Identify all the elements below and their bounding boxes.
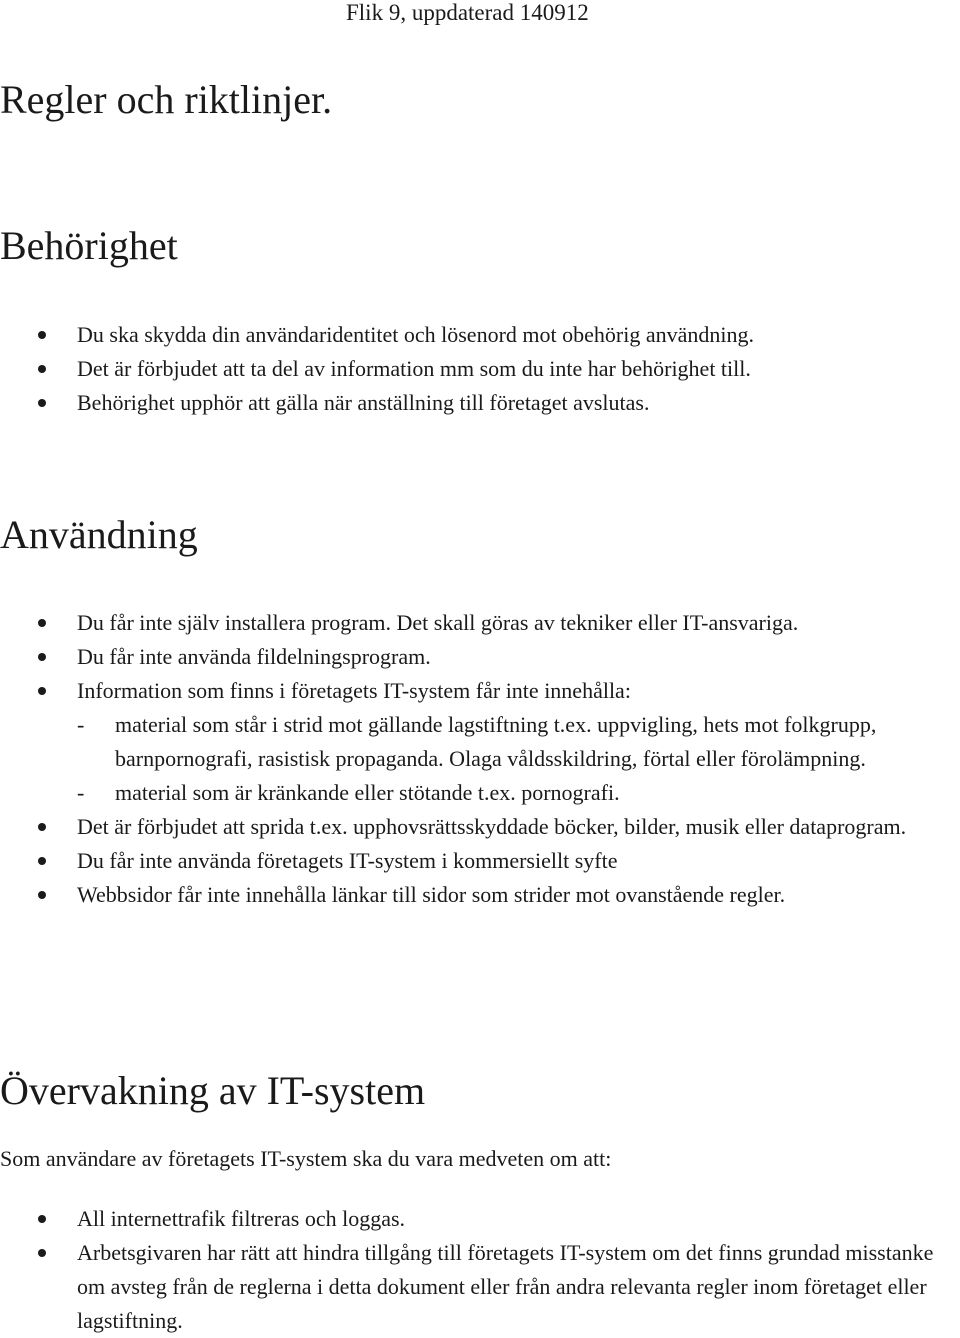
list-item [0,606,960,640]
bullet-icon [38,331,46,339]
sublist-item [77,776,960,810]
list-item [0,640,960,674]
bullet-icon [38,365,46,373]
list-item-text: All internettrafik filtreras och loggas. [77,1206,406,1231]
sublist-item-text: material som står i strid mot gällande lagstiftning t.ex. uppvigling, hets mot folkgrupp, barnpornografi, rasistisk propaganda. Olaga våldsskildring, förtal eller förolämpning. [115,712,877,771]
list-overvakning [0,1202,960,1338]
list-item-text: Du ska skydda din användaridentitet och lösenord mot obehörig användning. [77,322,754,347]
sublist-item [77,708,960,776]
list-item-text: Det är förbjudet att sprida t.ex. upphovsrättsskyddade böcker, bilder, musik eller dataprogram. [77,814,907,839]
list-item [0,352,960,386]
list-item-text: Du får inte använda fildelningsprogram. [77,644,431,669]
bullet-icon [38,687,46,695]
header-note: Flik 9, uppdaterad 140912 [346,0,589,25]
list-item-text: Du får inte själv installera program. Det skall göras av tekniker eller IT-ansvariga. [77,610,799,635]
bullet-icon [38,1249,46,1257]
list-anvandning [0,606,960,912]
list-item [0,844,960,878]
sublist-item-text: material som är kränkande eller stötande t.ex. pornografi. [115,780,620,805]
dash-marker: - [77,712,85,737]
list-item-text: Det är förbjudet att ta del av information mm som du inte har behörighet till. [77,356,751,381]
list-item [0,878,960,912]
sublist [77,708,960,810]
bullet-icon [38,1215,46,1223]
heading-behorighet: Behörighet [0,223,178,268]
list-item-text: Information som finns i företagets IT-system får inte innehålla: [77,678,631,703]
list-item-text: Behörighet upphör att gälla när anställning till företaget avslutas. [77,390,650,415]
list-item [0,1236,960,1338]
list-item-text: Arbetsgivaren har rätt att hindra tillgång till företagets IT-system om det finns grundad misstanke om avsteg från de reglerna i detta dokument eller från andra relevanta regler inom företaget eller lagstiftning. [77,1240,934,1333]
page-title: Regler och riktlinjer. [0,77,333,122]
heading-anvandning: Användning [0,512,198,557]
bullet-icon [38,891,46,899]
list-item-text: Du får inte använda företagets IT-system i kommersiellt syfte [77,848,618,873]
list-item [0,1202,960,1236]
list-item [0,318,960,352]
bullet-icon [38,619,46,627]
heading-overvakning: Övervakning av IT-system [0,1068,426,1113]
list-item [0,810,960,844]
list-item-text: Webbsidor får inte innehålla länkar till sidor som strider mot ovanstående regler. [77,882,786,907]
dash-marker: - [77,780,85,805]
list-item [0,674,960,810]
bullet-icon [38,823,46,831]
list-item [0,386,960,420]
bullet-icon [38,653,46,661]
bullet-icon [38,399,46,407]
bullet-icon [38,857,46,865]
list-behorighet [0,318,960,420]
intro-text: Som användare av företagets IT-system ska du vara medveten om att: [0,1146,612,1171]
